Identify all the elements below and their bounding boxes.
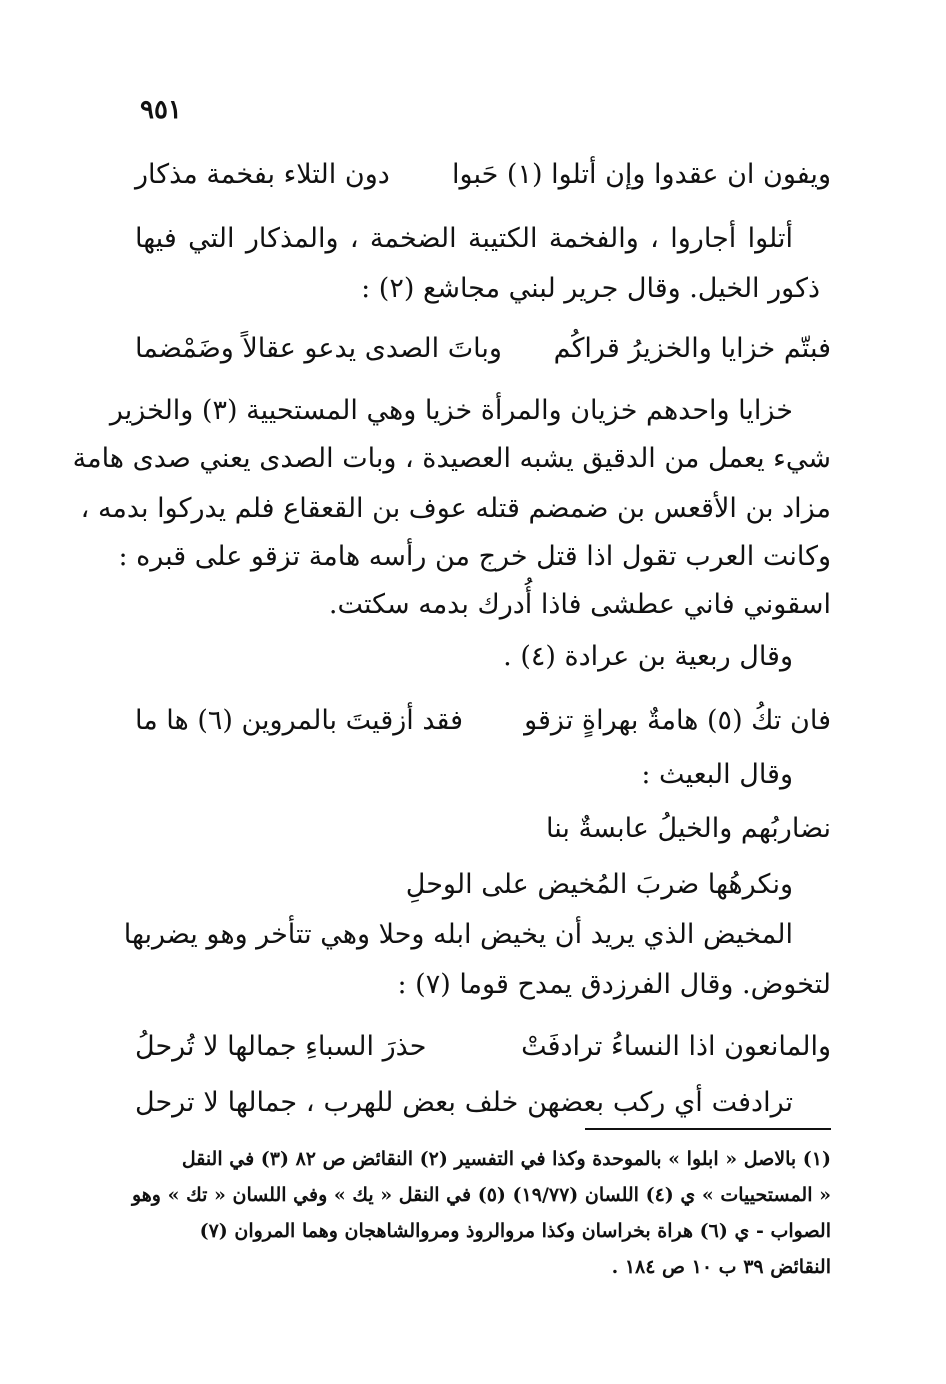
verse-second-hemistich: حذرَ السباءِ جمالها لا تُرحلُ [135, 1031, 427, 1062]
footnote-line: « المستحييات » ي (٤) اللسان (١٩/٧٧) (٥) في النقل « يك » وفي اللسان « تك » وهو [131, 1184, 831, 1206]
verse-second-hemistich: فقد أزقيتَ بالمروين (٦) ها ما [135, 705, 464, 736]
verse-line [135, 1024, 831, 1070]
body-line: وكانت العرب تقول اذا قتل خرج من رأسه هامة تزقو على قبره : [118, 541, 831, 572]
page-number: ٩٥١ [140, 95, 182, 125]
verse-first-hemistich: ويفون ان عقدوا وإن أتلوا (١) حَبوا [452, 159, 831, 190]
body-line: ذكور الخيل. وقال جرير لبني مجاشع (٢) : [361, 273, 820, 304]
verse-first-hemistich: والمانعون اذا النساءُ ترادفَتْ [521, 1031, 831, 1062]
verse-first-hemistich: فبتّم خزايا والخزيرُ قراكُم [553, 333, 831, 364]
footnote-line: (١) بالاصل « ابلوا » بالموحدة وكذا في التفسير (٢) النقائض ص ٨٢ (٣) في النقل [181, 1148, 831, 1170]
body-line: أتلوا أجاروا ، والفخمة الكتيبة الضخمة ، والمذكار التي فيها [135, 223, 793, 254]
verse-second-hemistich: دون التلاء بفخمة مذكار [135, 159, 390, 190]
verse-first-hemistich: فان تكُ (٥) هامةٌ بهراةٍ تزقو [524, 705, 831, 736]
body-line: شيء يعمل من الدقيق يشبه العصيدة ، وبات الصدى يعني صدى هامة [72, 443, 831, 474]
verse-line [135, 152, 831, 198]
body-line: خزايا واحدهم خزيان والمرأة خزيا وهي المستحيية (٣) والخزير [109, 395, 793, 426]
body-line: ترادفت أي ركب بعضهن خلف بعض للهرب ، جمالها لا ترحل [135, 1087, 793, 1118]
verse-line [135, 698, 831, 744]
body-line: وقال البعيث : [641, 759, 793, 790]
body-line: لتخوض. وقال الفرزدق يمدح قوما (٧) : [397, 969, 831, 1000]
footnote-separator [585, 1128, 831, 1130]
body-line: المخيض الذي يريد أن يخيض ابله وحلا وهي تتأخر وهو يضربها [123, 919, 793, 950]
footnote-line: النقائض ٣٩ ب ١٠ ص ١٨٤ . [611, 1256, 831, 1278]
verse-second-hemistich: وباتَ الصدى يدعو عقالاً وضَمْضما [135, 333, 502, 364]
verse-second-hemistich: ونكرهُها ضربَ المُخيض على الوحلِ [405, 869, 793, 900]
verse-line [135, 326, 831, 372]
verse-first-hemistich: نضاربُهم والخيلُ عابسةٌ بنا [546, 813, 831, 844]
body-line: وقال ربعية بن عرادة (٤) . [503, 641, 793, 672]
footnote-line: الصواب - ي (٦) هراة بخراسان وكذا مروالروذ ومروالشاهجان وهما المروان (٧) [199, 1220, 831, 1242]
body-line: اسقوني فاني عطشى فاذا أُدرك بدمه سكتت. [328, 589, 831, 620]
body-line: مزاد بن الأقعس بن ضمضم قتله عوف بن القعقاع فلم يدركوا بدمه ، [80, 493, 831, 524]
